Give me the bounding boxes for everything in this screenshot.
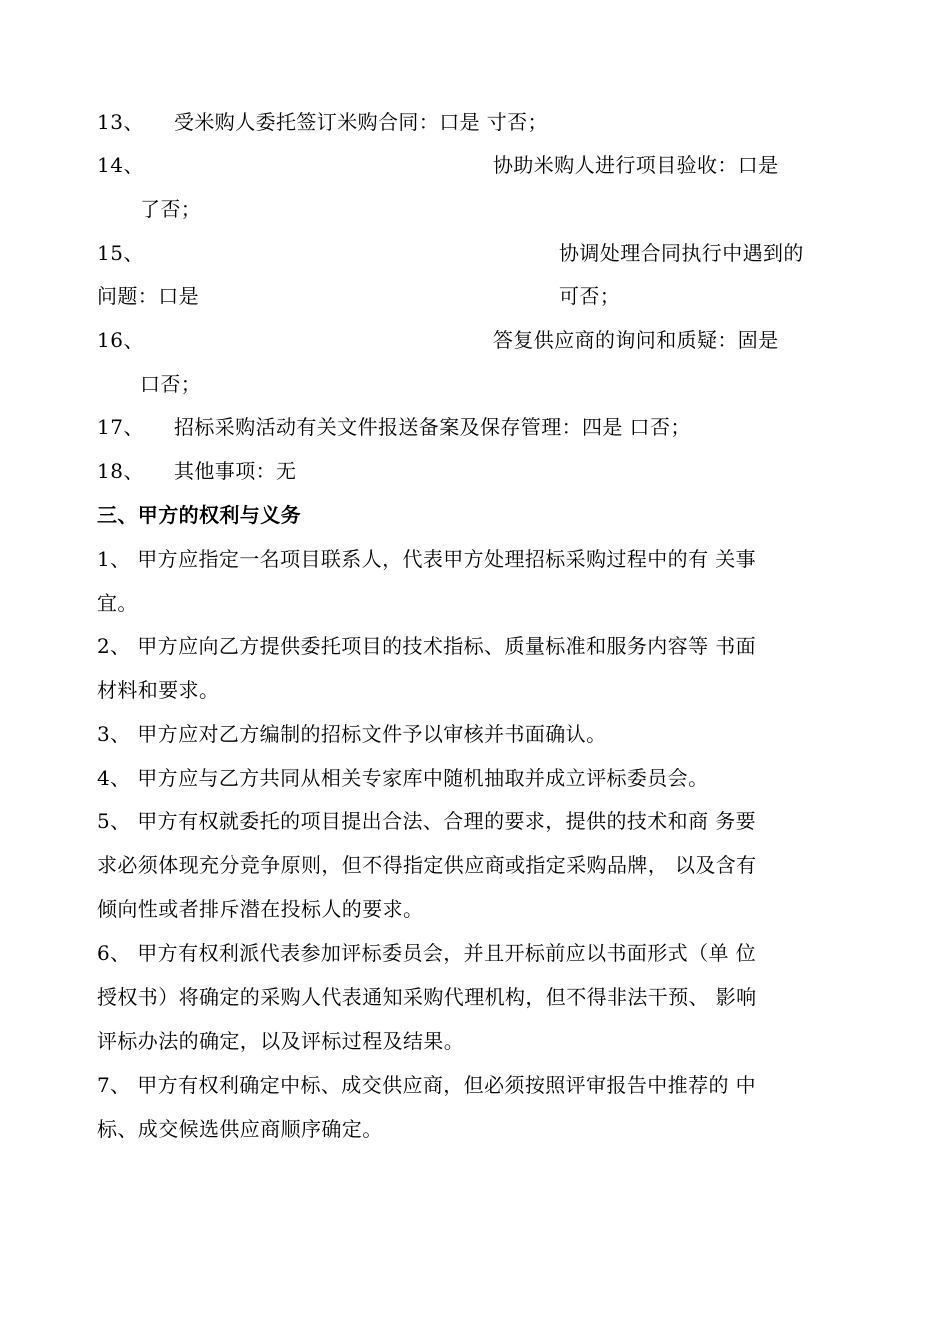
item-number: 18、 xyxy=(97,459,144,483)
paragraph-line: 6、 甲方有权利派代表参加评标委员会，并且开标前应以书面形式（单 位 xyxy=(97,941,757,965)
paragraph-line: 授权书）将确定的采购人代表通知采购代理机构，但不得非法干预、 影响 xyxy=(97,985,757,1009)
paragraph-line: 2、 甲方应向乙方提供委托项目的技术指标、质量标准和服务内容等 书面 xyxy=(97,634,757,658)
item-continuation: 了否； xyxy=(140,197,202,221)
paragraph-line: 5、 甲方有权就委托的项目提出合法、合理的要求，提供的技术和商 务要 xyxy=(97,809,757,833)
paragraph-line: 1、 甲方应指定一名项目联系人，代表甲方处理招标采购过程中的有 关事 xyxy=(97,547,757,571)
item-text: 其他事项：无 xyxy=(174,459,297,483)
item-number: 13、 xyxy=(97,110,144,134)
item-number: 14、 xyxy=(97,153,144,177)
paragraph-line: 材料和要求。 xyxy=(97,678,220,702)
paragraph-line: 4、 甲方应与乙方共同从相关专家库中随机抽取并成立评标委员会。 xyxy=(97,766,709,790)
item-number: 17、 xyxy=(97,415,144,439)
paragraph-line: 评标办法的确定，以及评标过程及结果。 xyxy=(97,1029,465,1053)
section-heading: 三、甲方的权利与义务 xyxy=(97,503,301,527)
item-text: 协调处理合同执行中遇到的 xyxy=(559,241,804,265)
paragraph-line: 求必须体现充分竞争原则，但不得指定供应商或指定采购品牌， 以及含有 xyxy=(97,853,757,877)
item-text: 答复供应商的询问和质疑：固是 xyxy=(493,328,779,352)
item-continuation: 可否； xyxy=(559,284,621,308)
item-number: 16、 xyxy=(97,328,144,352)
paragraph-line: 宜。 xyxy=(97,591,138,615)
item-number: 15、 xyxy=(97,241,144,265)
item-text: 受米购人委托签订米购合同：口是 寸否； xyxy=(174,110,548,134)
paragraph-line: 3、 甲方应对乙方编制的招标文件予以审核并书面确认。 xyxy=(97,722,607,746)
item-text: 协助米购人进行项目验收：口是 xyxy=(493,153,779,177)
paragraph-line: 倾向性或者排斥潜在投标人的要求。 xyxy=(97,897,424,921)
item-continuation: 问题：口是 xyxy=(97,284,199,308)
item-text: 招标采购活动有关文件报送备案及保存管理：四是 口否； xyxy=(174,415,691,439)
paragraph-line: 7、 甲方有权利确定中标、成交供应商，但必须按照评审报告中推荐的 中 xyxy=(97,1073,757,1097)
item-continuation: 口否； xyxy=(140,372,202,396)
paragraph-line: 标、成交候选供应商顺序确定。 xyxy=(97,1117,383,1141)
